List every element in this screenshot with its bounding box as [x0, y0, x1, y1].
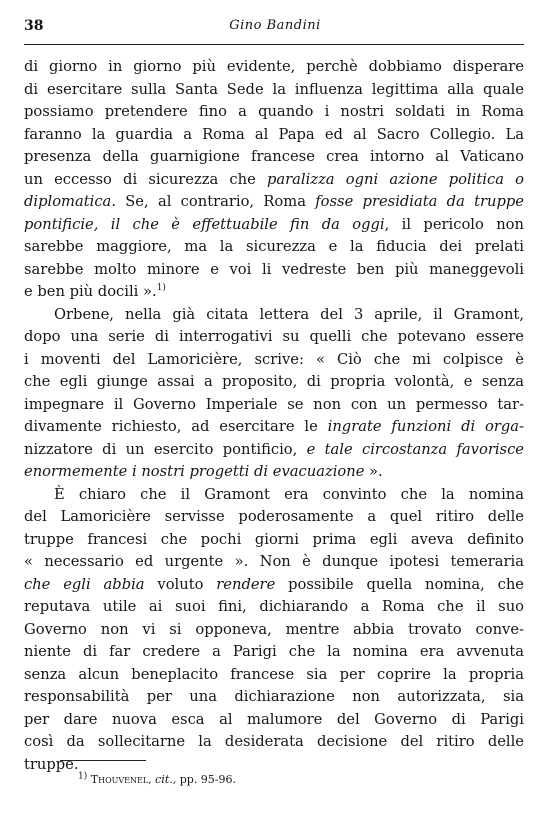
text-line: niente di far credere a Parigi che la nomina era avvenuta — [24, 643, 524, 660]
text-line — [24, 281, 524, 304]
italic-segment: e tale circostanza favorisce — [306, 440, 524, 458]
italic-segment: fosse presidiata da truppe — [315, 193, 524, 210]
text-segment: nizzatore di un esercito pontificio, — [24, 440, 307, 458]
text-line: reputava utile ai suoi fini, dichiarando a Roma che il suo — [24, 598, 524, 615]
text-segment: ». — [364, 463, 383, 480]
text-line: così da sollecitarne la desiderata decisione del ritiro delle — [24, 733, 524, 750]
running-title: Gino Bandini — [229, 18, 321, 33]
text-line: possiamo pretendere fino a quando i nostri soldati in Roma — [24, 103, 524, 120]
text-line: È chiaro che il Gramont era convinto che la nomina — [54, 485, 524, 503]
italic-segment: rendere — [216, 575, 276, 593]
header-rule — [24, 44, 524, 45]
text-line — [24, 169, 524, 192]
text-line: impegnare il Governo Imperiale se non con un permesso tar- — [24, 395, 524, 413]
footnote — [78, 773, 236, 786]
text-segment: un eccesso di sicurezza che — [24, 170, 267, 188]
text-line: sarebbe molto minore e voi li vedreste ben più maneggevoli — [24, 260, 524, 278]
text-segment: , il pericolo non — [384, 215, 524, 233]
text-segment: . Se, al contrario, Roma — [111, 193, 316, 210]
footnote-reference[interactable]: 1) — [156, 283, 166, 294]
paragraph-3 — [24, 484, 524, 777]
text-line: che egli giunge assai a proposito, di propria volontà, e senza — [24, 373, 524, 390]
footnote-marker: 1) — [78, 771, 88, 782]
footnote-cit: cit., — [155, 773, 177, 786]
paragraph-1 — [24, 56, 524, 304]
footnote-rule — [60, 760, 146, 761]
text-line: senza alcun beneplacito francese sia per coprire la propria — [24, 665, 524, 683]
text-line: presenza della guarnigione francese crea intorno al Vaticano — [24, 148, 524, 165]
text-line: i moventi del Lamoricière, scrive: « Ciò che mi colpisce è — [24, 350, 524, 368]
page-header — [0, 18, 550, 42]
italic-segment: paralizza ogni azione politica o — [267, 170, 524, 188]
text-line: per dare nuova esca al malumore del Governo di Parigi — [24, 710, 524, 728]
text-line: Governo non vi si opponeva, mentre abbia trovato conve- — [24, 620, 524, 638]
text-line — [24, 574, 524, 597]
text-line: sarebbe maggiore, ma la sicurezza e la fiducia dei prelati — [24, 238, 524, 255]
text-segment: e ben più docili ». — [24, 283, 157, 300]
text-line: faranno la guardia a Roma al Papa ed al Sacro Collegio. La — [24, 125, 524, 143]
footnote-author: Thouvenel, — [90, 773, 152, 786]
text-line: Orbene, nella già citata lettera del 3 aprile, il Gramont, — [54, 305, 524, 323]
text-line — [24, 461, 524, 484]
italic-segment: enormemente i nostri progetti di evacuazione — [24, 463, 365, 480]
text-line: truppe. — [24, 755, 79, 773]
text-segment: voluto — [144, 575, 217, 593]
text-line — [24, 191, 524, 214]
paragraph-2 — [24, 304, 524, 484]
text-line: di giorno in giorno più evidente, perchè dobbiamo disperare — [24, 58, 524, 75]
text-line — [24, 439, 524, 462]
text-segment: divamente richiesto, ad esercitare le — [24, 418, 328, 435]
italic-segment: pontificie, il che è effettuabile fin da oggi — [24, 215, 385, 233]
italic-segment: ingrate funzioni di orga- — [327, 418, 525, 435]
text-line: dopo una serie di interrogativi su quelli che potevano essere — [24, 328, 524, 345]
text-line: del Lamoricière servisse poderosamente a quel ritiro delle — [24, 508, 524, 525]
italic-segment: che egli abbia — [24, 575, 145, 593]
text-line — [24, 416, 524, 439]
text-line: truppe francesi che pochi giorni prima egli aveva definito — [24, 530, 524, 548]
page-number: 38 — [24, 18, 44, 34]
italic-segment: diplomatica — [24, 193, 112, 210]
text-line — [24, 214, 524, 237]
text-line: « necessario ed urgente ». Non è dunque ipotesi temeraria — [24, 553, 524, 570]
text-segment: possibile quella nomina, che — [275, 575, 525, 593]
text-line: responsabilità per una dichiarazione non autorizzata, sia — [24, 688, 524, 705]
text-line: di esercitare sulla Santa Sede la influenza legittima alla quale — [24, 80, 524, 98]
footnote-pages: pp. 95-96. — [179, 773, 237, 786]
body-text — [24, 56, 524, 776]
